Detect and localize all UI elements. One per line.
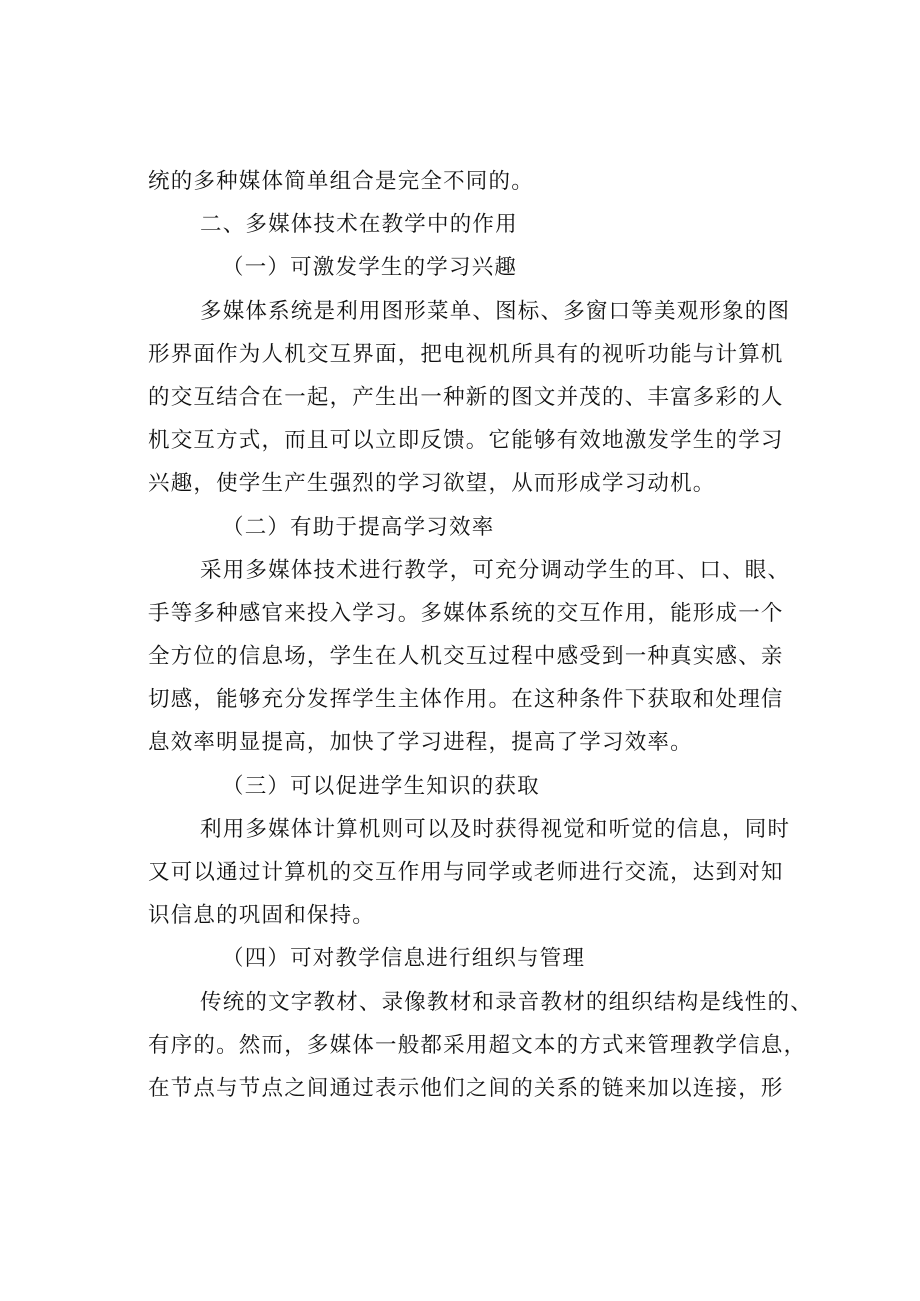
body-line: 切感，能够充分发挥学生主体作用。在这种条件下获取和处理信 bbox=[148, 687, 784, 713]
section-heading: 二、多媒体技术在教学中的作用 bbox=[200, 212, 518, 238]
subsection-heading: （三）可以促进学生知识的获取 bbox=[222, 773, 540, 799]
body-line: 统的多种媒体简单组合是完全不同的。 bbox=[148, 169, 534, 194]
body-line: 息效率明显提高，加快了学习进程，提高了学习效率。 bbox=[148, 730, 693, 756]
body-line: 全方位的信息场，学生在人机交互过程中感受到一种真实感、亲 bbox=[148, 644, 784, 670]
body-line: 的交互结合在一起，产生出一种新的图文并茂的、丰富多彩的人 bbox=[148, 384, 784, 410]
paragraph-first-line: 利用多媒体计算机则可以及时获得视觉和听觉的信息，同时 bbox=[200, 816, 791, 842]
body-line: 兴趣，使学生产生强烈的学习欲望，从而形成学习动机。 bbox=[148, 471, 716, 497]
paragraph-first-line: 采用多媒体技术进行教学，可充分调动学生的耳、口、眼、 bbox=[200, 557, 791, 583]
subsection-heading: （四）可对教学信息进行组织与管理 bbox=[222, 946, 586, 972]
body-line: 机交互方式，而且可以立即反馈。它能够有效地激发学生的学习 bbox=[148, 428, 784, 454]
document-body bbox=[148, 160, 813, 1110]
paragraph-first-line: 多媒体系统是利用图形菜单、图标、多窗口等美观形象的图 bbox=[200, 298, 791, 324]
body-line: 形界面作为人机交互界面，把电视机所具有的视听功能与计算机 bbox=[148, 341, 784, 367]
body-line: 在节点与节点之间通过表示他们之间的关系的链来加以连接，形 bbox=[148, 1075, 784, 1101]
paragraph-first-line: 传统的文字教材、录像教材和录音教材的组织结构是线性的、 bbox=[200, 989, 813, 1015]
subsection-heading: （一）可激发学生的学习兴趣 bbox=[222, 255, 518, 281]
body-line: 有序的。然而，多媒体一般都采用超文本的方式来管理教学信息， bbox=[148, 1032, 807, 1058]
body-line: 识信息的巩固和保持。 bbox=[148, 903, 376, 929]
body-line: 又可以通过计算机的交互作用与同学或老师进行交流，达到对知 bbox=[148, 860, 784, 885]
subsection-heading: （二）有助于提高学习效率 bbox=[222, 514, 495, 540]
body-line: 手等多种感官来投入学习。多媒体系统的交互作用，能形成一个 bbox=[148, 600, 784, 626]
